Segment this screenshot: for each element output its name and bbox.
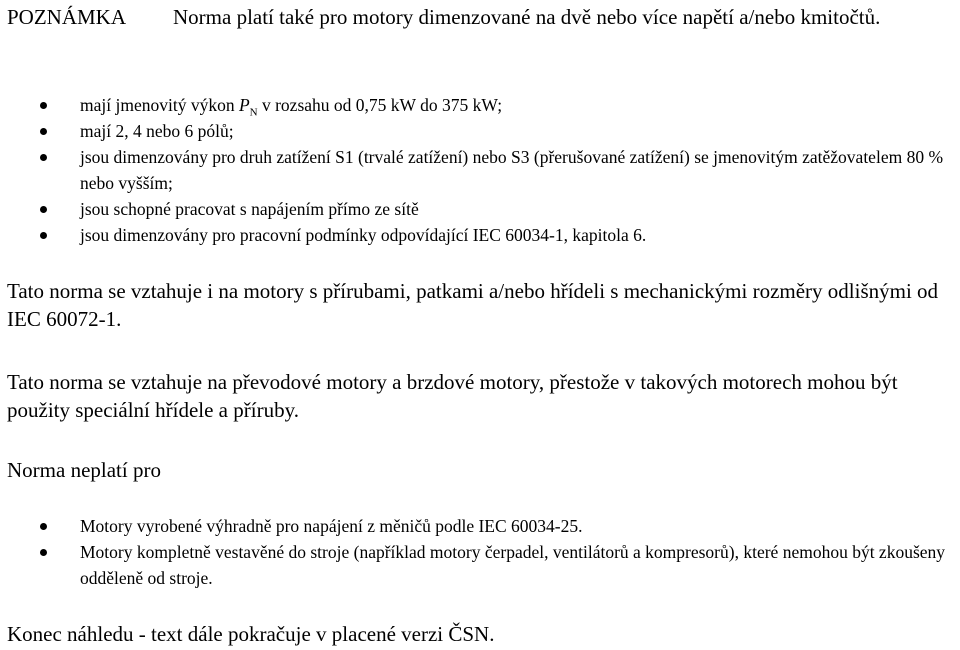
list-item (0, 196, 960, 222)
bullet-icon (40, 206, 47, 213)
list-item (0, 144, 960, 196)
bullet-icon (40, 232, 47, 239)
note-label: POZNÁMKA (7, 5, 127, 29)
bullet-icon (40, 549, 47, 556)
bullet-icon (40, 523, 47, 530)
paragraph-gear-motors: Tato norma se vztahuje na převodové motory a brzdové motory, přestože v takových motorech mohou být použity speciální hřídele a příruby. (7, 370, 898, 422)
bullet-icon (40, 128, 47, 135)
end-of-preview-text: Konec náhledu - text dále pokračuje v placené verzi ČSN. (7, 622, 495, 646)
list-item-text: jsou schopné pracovat s napájením přímo ze sítě (80, 199, 419, 219)
item-suffix: v rozsahu od 0,75 kW do 375 kW; (257, 95, 503, 115)
exclusions-list (0, 513, 960, 591)
list-item-text: jsou dimenzovány pro druh zatížení S1 (trvalé zatížení) nebo S3 (přerušované zatížení) se jmenovitým zatěžovatelem 80 % nebo vyšším; (80, 147, 944, 193)
paragraph-not-applicable: Norma neplatí pro (7, 458, 161, 482)
list-item-text: mají 2, 4 nebo 6 pólů; (80, 121, 234, 141)
list-item-text: Motory vyrobené výhradně pro napájení z měničů podle IEC 60034-25. (80, 516, 583, 536)
bullet-icon (40, 154, 47, 161)
paragraph-flanges: Tato norma se vztahuje i na motory s přírubami, patkami a/nebo hřídeli s mechanickými rozměry odlišnými od IEC 60072-1. (7, 279, 939, 331)
list-item (0, 118, 960, 144)
bullet-icon (40, 102, 47, 109)
list-item-text: jsou dimenzovány pro pracovní podmínky odpovídající IEC 60034-1, kapitola 6. (80, 225, 647, 245)
note-text: Norma platí také pro motory dimenzované na dvě nebo více napětí a/nebo kmitočtů. (173, 5, 881, 29)
list-item (0, 539, 960, 591)
power-subscript: N (249, 106, 258, 119)
list-item (0, 222, 960, 248)
list-item (0, 92, 960, 118)
power-symbol: P (238, 95, 250, 115)
conditions-list (0, 92, 960, 248)
list-item (0, 513, 960, 539)
list-item-text: Motory kompletně vestavěné do stroje (například motory čerpadel, ventilátorů a kompresorů), které nemohou být zkoušeny odděleně od stroje. (80, 542, 946, 588)
item-prefix: mají jmenovitý výkon (80, 95, 239, 115)
note-block (7, 4, 957, 31)
